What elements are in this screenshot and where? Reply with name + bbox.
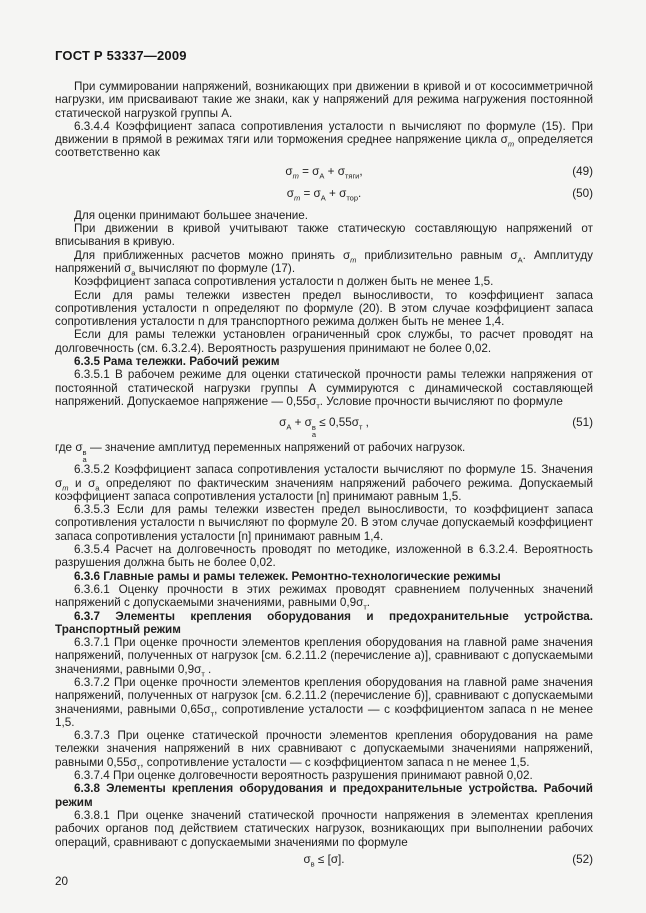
sigma-symbol: σ [304,416,312,430]
formula-52 [55,853,593,869]
text-run: 6.3.7.1 При оценке прочности элементов крепления оборудования на главной раме значения напряжений, полученных от нагрузок [см. 6.2.11.2 (перечисление а)], сравнивают с допускаемыми значениями, равными 0,9 [55,636,593,676]
sigma-subscript: т [136,762,141,772]
sigma-symbol: σ [303,852,311,866]
sigma-symbol: σ [342,248,351,262]
paragraph [55,729,593,772]
sigma-subscript: m [350,255,357,264]
sigma-symbol: σ [285,164,293,178]
sigma-symbol: σ [510,248,518,262]
paragraph [55,120,593,160]
formula-legend [55,441,593,463]
formula-number: (49) [572,164,593,178]
text-run: определяют по фактическим значениям напряжений рабочего режима. Допускаемый коэффициент запаса сопротивления усталости [n] принимают равным 1,5. [55,476,593,503]
sigma-symbol: σ [337,164,345,178]
sigma-symbol: σ [194,662,202,676]
paragraph [55,676,593,729]
page-number: 20 [55,874,69,888]
paragraph: При движении в кривой учитывают также статическую составляющую напряжений от вписывания в кривую. [55,222,593,249]
operator: + [324,164,338,178]
formula-body [303,852,345,869]
punctuation: , [359,164,363,178]
sigma-subscript: m [293,193,301,203]
text-run: Для приближенных расчетов можно принять [74,248,343,262]
text-run: приблизительно равным [356,248,511,262]
sigma-subscript: m [292,171,299,181]
sigma-superscript: в [311,423,316,433]
formula-number: (52) [572,852,593,866]
text-run: 6.3.7.2 При оценке прочности элементов крепления оборудования на главной раме значения напряжений, полученных от нагрузок [см. 6.2.11.2 (перечисление б)], сравнивают с допускаемыми значениями, равными 0,65 [55,675,593,716]
sigma-symbol: σ [88,476,96,490]
text-run: . [366,596,371,610]
sigma-symbol: σ [313,186,321,200]
sigma-symbol: σ [129,755,137,769]
text-run: 6.3.7.3 При оценке статической прочности элементов крепления оборудования на раме тележки значения напряжений в них сравнивают с допускаемыми значениями напряжений, равными 0,55 [55,729,593,769]
sigma-subscript: А [286,422,292,432]
text-run: — значение амплитуд переменных напряжений от рабочих нагрузок. [86,441,466,455]
sigma-subscript: т [201,669,205,679]
operator: = [300,186,314,200]
paragraph: Коэффициент запаса сопротивления усталости n должен быть не менее 1,5. [74,275,494,289]
sigma-symbol: σ [203,702,211,716]
paragraph [55,463,593,503]
sigma-subscript: а [131,268,136,278]
sigma-subscript: m [507,139,515,149]
formula-number: (50) [572,186,593,200]
sigma-subscript: а [95,482,100,492]
operator: + [325,186,340,200]
formula-body [285,164,363,181]
sigma-symbol: σ [124,261,132,275]
sigma-subscript: тор [346,193,359,203]
sigma-symbol: σ [286,186,294,200]
text-run: 6.3.4.4 Коэффициент запаса сопротивления усталости n вычисляют по формуле (15). При движении в прямой в режимах тяги или торможения среднее напряжение цикла [55,119,593,147]
punctuation: , [362,416,369,430]
text-run: . [204,662,212,676]
text-run: определяется соответственно как [55,133,594,160]
sigma-symbol: σ [309,394,317,408]
paragraph [55,368,593,411]
sigma-subscript: А [517,255,523,264]
sigma-subscript: т [363,602,367,612]
section-heading-6-3-8: 6.3.8 Элементы крепления оборудования и предохранительные устройства. Рабочий режим [55,782,593,809]
formula-number: (51) [572,416,593,430]
section-heading-6-3-7: 6.3.7 Элементы крепления оборудования и предохранительные устройства. Транспортный режим [55,609,593,636]
sigma-symbol: σ [500,133,508,147]
document-body [55,80,593,888]
operator: = [298,164,313,178]
section-heading-6-3-5: 6.3.5 Рама тележки. Рабочий режим [74,355,280,369]
text-run: . Условие прочности вычисляют по формуле [319,394,563,408]
paragraph: Для оценки принимают большее значение. [74,208,309,222]
operator: + [291,416,305,430]
paragraph [55,636,593,679]
sigma-symbol: σ [356,596,364,610]
paragraph [55,249,593,276]
sigma-subscript: А [320,193,326,203]
paragraph: Если для рамы тележки установлен ограниченный срок службы, то расчет проводят на долговечность (см. 6.3.2.4). Вероятность разрушения принимают не более 0,02. [55,328,593,355]
sigma-symbol: σ [339,186,347,200]
operator: ≤ 0,55 [316,416,352,430]
paragraph: 6.3.7.4 При оценке долговечности вероятность разрушения принимают равной 0,02. [74,769,533,783]
text-run: 6.3.5.2 Коэффициент запаса сопротивления усталости вычисляют по формуле 15. Значения [74,463,593,477]
paragraph: 6.3.5.4 Расчет на долговечность проводят по методике, изложенной в 6.3.2.4. Вероятность разрушения должна быть не более 0,02. [55,543,593,570]
sigma-subscript: m [62,482,69,492]
paragraph: При суммировании напряжений, возникающих при движении в кривой и от кососимметричной нагрузки, им присваивают такие же знаки, как у напряжений для режима нагружения постоянной статической нагрузкой группы А. [55,80,593,120]
operator: ≤ [314,852,328,866]
text-run: , сопротивление усталости — с коэффициентом запаса n не менее 1,5. [55,702,593,729]
formula-49 [55,165,593,181]
section-heading-6-3-6: 6.3.6 Главные рамы и рамы тележек. Ремонтно-технологические режимы [74,569,501,583]
sigma-symbol: σ [312,164,320,178]
sigma-subscript: т [316,401,320,411]
sigma-subscript: А [319,171,325,181]
standard-code-header: ГОСТ Р 53337—2009 [55,48,187,63]
text-run: где [55,441,76,455]
sigma-subscript: а [82,455,87,465]
formula-body [286,186,362,203]
punctuation: . [358,186,362,200]
text-run: 6.3.5.1 В рабочем режиме для оценки статической прочности рамы тележки напряжения от постоянной статической нагрузки группы А суммируются с динамической составляющей напряжений. Допускаемое напряжение — 0,55 [55,368,593,408]
sigma-symbol: σ [279,416,287,430]
sigma-symbol: σ [75,441,83,455]
sigma-subscript: в [310,859,315,869]
formula-body [279,416,369,440]
sigma-subscript: т [210,708,215,718]
sigma-symbol: σ [351,416,359,430]
sigma-symbol: σ [55,476,63,490]
sigma-superscript: в [82,448,87,458]
allowed-stress-symbol: [σ]. [327,852,345,866]
paragraph: Если для рамы тележки известен предел выносливости, то коэффициент запаса сопротивления усталости n определяют по формуле (20). В этом случае коэффициент запаса сопротивления усталости n для транспортного режима должен быть не менее 1,4. [55,288,593,329]
paragraph [55,583,593,610]
sigma-subscript: а [311,430,317,440]
formula-50 [55,187,593,203]
text-run: , сопротивление усталости — с коэффициентом запаса n не менее 1,5. [140,755,530,769]
text-run: вычисляют по формуле (17). [135,261,296,275]
formula-51 [55,416,593,440]
text-run: и [68,476,89,490]
sigma-subscript: т [358,422,363,432]
paragraph: 6.3.5.3 Если для рамы тележки известен предел выносливости, то коэффициент запаса сопротивления усталости n вычисляют по формуле 20. В этом случае допускаемый коэффициент запаса сопротивления усталости [n] принимают равным 1,4. [55,503,593,543]
paragraph: 6.3.8.1 При оценке значений статической прочности напряжения в элементах крепления рабочих органов под действием статических нагрузок, возникающих при выполнении рабочих операций, сравнивают с допускаемыми значениями по формуле [55,808,593,849]
text-run: . Амплитуду напряжений [55,248,593,275]
sigma-subscript: тяги [344,171,360,181]
text-run: 6.3.6.1 Оценку прочности в этих режимах проводят сравнением полученных значений напряжений с допускаемыми значениями, равными 0,9 [55,582,593,610]
